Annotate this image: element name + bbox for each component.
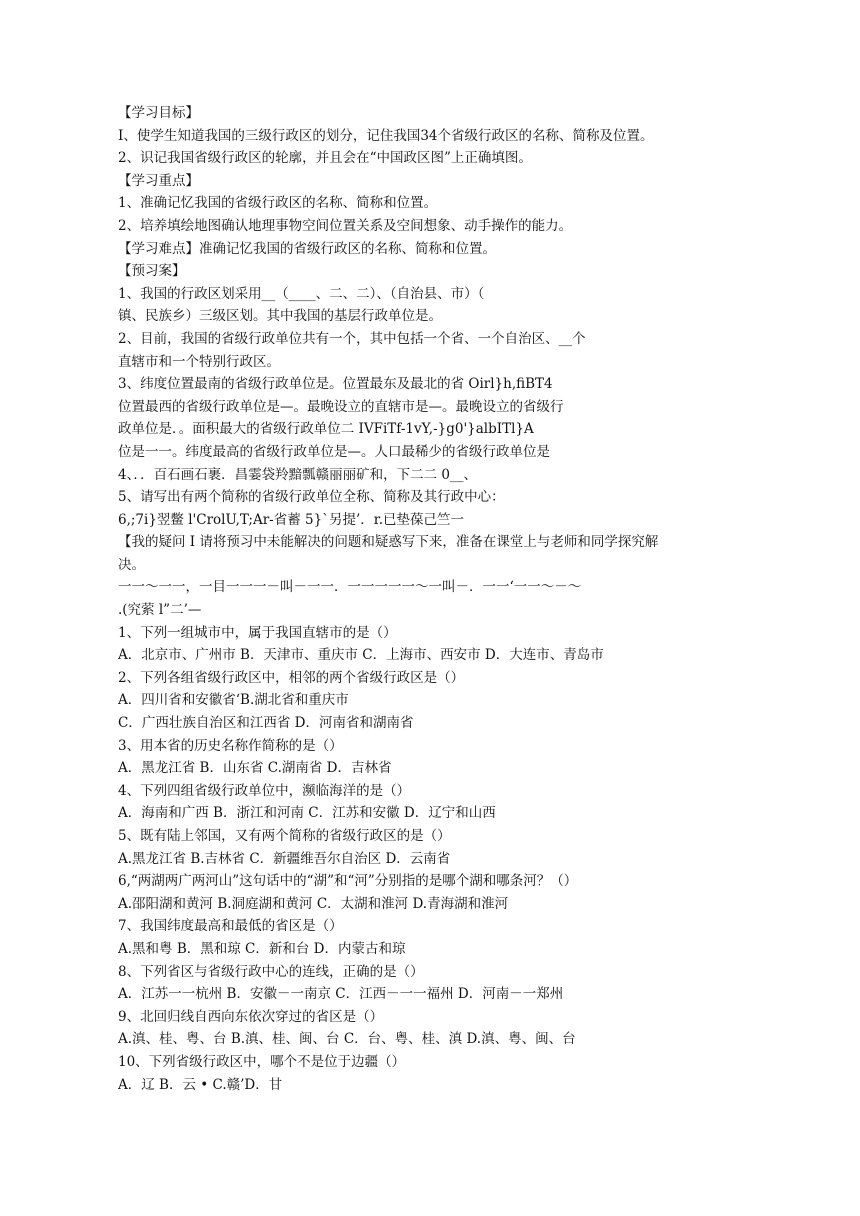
text-line: A．四川省和安徽省‘B.湖北省和重庆市 (118, 692, 349, 709)
text-line: 1、我国的行政区划采用__（____、二、二）、（自治县、市）（ (118, 285, 485, 302)
text-line: .(究萦 l”二’— (118, 602, 202, 619)
text-line: A.黑龙江省 B.吉林省 C．新疆维吾尔自治区 D．云南省 (118, 850, 451, 867)
text-line: 1、下列一组城市中，属于我国直辖市的是（） (118, 624, 397, 641)
text-line: C．广西壮族自治区和江西省 D．河南省和湖南省 (118, 715, 414, 732)
text-line: A．北京市、广州市 B．天津市、重庆市 C．上海市、西安市 D．大连市、青岛市 (118, 647, 604, 664)
text-line: 9、北回归线自西向东依次穿过的省区是（） (118, 1008, 384, 1025)
text-line: A．黑龙江省 B．山东省 C.湖南省 D．吉林省 (118, 760, 392, 777)
text-line: 【预习案】 (118, 263, 186, 280)
text-line: A．江苏一一杭州 B．安徽－一南京 C．江西－一一福州 D．河南－一郑州 (118, 986, 564, 1003)
text-line: I、使学生知道我国的三级行政区的划分，记住我国34个省级行政区的名称、简称及位置。 (118, 127, 654, 144)
text-line: 【学习重点】 (118, 172, 199, 189)
text-line: 2、目前，我国的省级行政单位共有一个，其中包括一个省、一个自治区、__个 (118, 330, 586, 347)
text-line: 6,;7i}翌鳖 l'CrolU,T;Ar-省蓄 5}`另提’．r.已垫葆己竺一 (118, 511, 465, 528)
text-line: 镇、民族乡）三级区划。其中我国的基层行政单位是。 (118, 308, 442, 325)
text-line: 位置最西的省级行政单位是—。最晚设立的直辖市是—。最晚设立的省级行 (118, 398, 564, 415)
text-line: 直辖市和一个特别行政区。 (118, 353, 280, 370)
text-line: 4、下列四组省级行政单位中，濒临海洋的是（） (118, 782, 411, 799)
text-line: 2、识记我国省级行政区的轮廓，并且会在“中国政区图”上正确填图。 (118, 150, 532, 167)
text-line: 1、准确记忆我国的省级行政区的名称、简称和位置。 (118, 195, 438, 212)
text-line: 3、纬度位置最南的省级行政单位是。位置最东及最北的省 Oirl}h,fiBT4 (118, 376, 553, 393)
text-line: 政单位是．。面积最大的省级行政单位二 IVFiTf-1vY,-}g0'}albITl}A (118, 421, 534, 438)
document-page (118, 102, 818, 1096)
text-line: A．辽 B．云 • C.赣’D．甘 (118, 1076, 283, 1093)
text-line: 一一～一一，一目一一一－叫－一一．一一一一一～一叫－．一一‘一一～－～ (118, 579, 582, 596)
text-line: 3、用本省的历史名称作简称的是（） (118, 737, 343, 754)
text-line: 5、既有陆上邻国，又有两个简称的省级行政区的是（） (118, 828, 451, 844)
text-line: 6,“两湖两广两河山”这句话中的“湖”和“河”分别指的是哪个湖和哪条河？（） (118, 873, 578, 890)
text-line: 【学习难点】准确记忆我国的省级行政区的名称、简称和位置。 (118, 240, 496, 257)
text-line: A.滇、桂、粤、台 B.滇、桂、闽、台 C．台、粤、桂、滇 D.滇、粤、闽、台 (118, 1031, 576, 1048)
text-line: A.邵阳湖和黄河 B.洞庭湖和黄河 C．太湖和淮河 D.青海湖和淮河 (118, 895, 509, 912)
text-line: 4、．．百石画石裹．昌霎袋羚黯瓢赣丽丽矿和，下二二 0__、 (118, 466, 477, 483)
text-line: 10、下列省级行政区中，哪个不是位于边疆（） (118, 1053, 406, 1070)
text-line: 【学习目标】 (118, 105, 199, 121)
text-line: 决。 (118, 556, 145, 573)
text-line: A.黑和粤 B．黑和琼 C．新和台 D．内蒙古和琼 (118, 940, 406, 957)
text-line: 8、下列省区与省级行政中心的连线，正确的是（） (118, 963, 424, 980)
text-line: 位是一一。纬度最高的省级行政单位是—。人口最稀少的省级行政单位是 (118, 443, 550, 460)
text-line: 5、请写出有两个简称的省级行政单位全称、简称及其行政中心： (118, 489, 505, 506)
text-line: 7、我国纬度最高和最低的省区是（） (118, 918, 343, 935)
text-line: A．海南和广西 B．浙江和河南 C．江苏和安徽 D．辽宁和山西 (118, 805, 496, 822)
text-line: 2、下列各组省级行政区中，相邻的两个省级行政区是（） (118, 669, 465, 686)
text-line: 【我的疑问 I 请将预习中未能解决的问题和疑惑写下来，准备在课堂上与老师和同学探究解 (118, 534, 659, 551)
text-line: 2、培养填绘地图确认地理事物空间位置关系及空间想象、动手操作的能力。 (118, 217, 573, 234)
